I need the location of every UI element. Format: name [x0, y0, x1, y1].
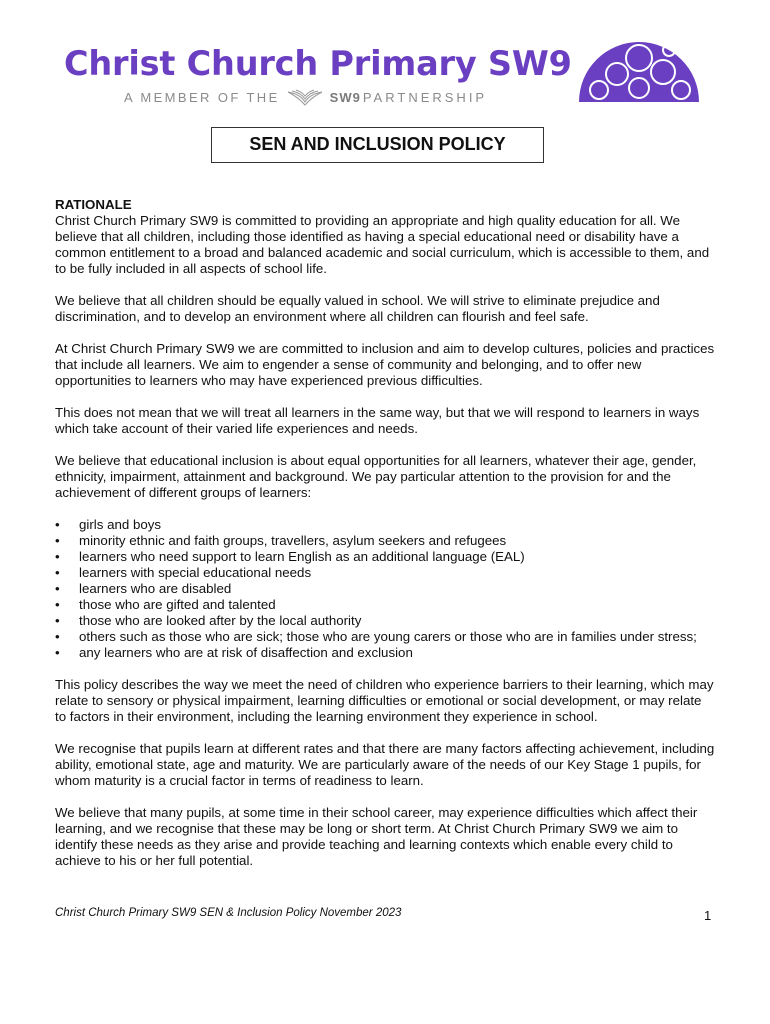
list-item: • those who are gifted and talented — [79, 597, 715, 613]
list-item: • learners with special educational needs — [79, 565, 715, 581]
paragraph: We believe that many pupils, at some time in their school career, may experience difficulties which affect their learning, and we recognise that these may be long or short term. At Christ Church Primary SW9 we aim to identify these needs as they arise and provide teaching and learning contexts which enable every child to achieve to his or her full potential. — [55, 805, 698, 868]
footer-text: Christ Church Primary SW9 SEN & Inclusion Policy November 2023 — [55, 907, 402, 919]
list-item: • girls and boys — [79, 517, 715, 533]
member-prefix: A MEMBER OF THE — [124, 89, 280, 105]
list-item: • others such as those who are sick; those who are young carers or those who are in families under stress; — [79, 629, 715, 645]
school-name: Christ Church Primary SW9 — [64, 44, 572, 83]
partnership-word: PARTNERSHIP — [362, 89, 488, 105]
learner-groups-list — [55, 517, 715, 661]
paragraph: This policy describes the way we meet the need of children who experience barriers to their learning, which may relate to sensory or physical impairment, learning difficulties or emotional or social development, or may relate to factors in their environment, including the learning environment they experience in school. — [55, 677, 714, 724]
paragraph: We recognise that pupils learn at different rates and that there are many factors affecting achievement, including ability, emotional state, age and maturity. We are particularly aware of the needs of our Key Stage 1 pupils, for whom maturity is a crucial factor in terms of readiness to learn. — [55, 741, 715, 788]
list-item: • minority ethnic and faith groups, travellers, asylum seekers and refugees — [79, 533, 715, 549]
school-logo-icon — [577, 38, 701, 104]
partnership-line — [124, 88, 487, 106]
document-title: SEN AND INCLUSION POLICY — [211, 127, 544, 163]
page-number: 1 — [704, 908, 712, 923]
paragraph: At Christ Church Primary SW9 we are committed to inclusion and aim to develop cultures, policies and practices that include all learners. We aim to engender a sense of community and belonging, and to offer new opportunities to learners who may have experienced previous difficulties. — [55, 341, 715, 388]
wing-icon — [286, 88, 324, 106]
paragraph: We believe that all children should be equally valued in school. We will strive to eliminate prejudice and discrimination, and to develop an environment where all children can flourish and feel safe. — [55, 293, 660, 324]
section-heading: RATIONALE — [55, 197, 132, 212]
paragraph: This does not mean that we will treat all learners in the same way, but that we will respond to learners in ways which take account of their varied life experiences and needs. — [55, 405, 700, 436]
list-item: • those who are looked after by the local authority — [79, 613, 715, 629]
partnership-sw9: SW9 — [329, 89, 361, 105]
paragraph: We believe that educational inclusion is about equal opportunities for all learners, whatever their age, gender, ethnicity, impairment, attainment and background. We pay particular attention to the provision for and the achievement of different groups of learners: — [55, 453, 697, 500]
list-item: • learners who are disabled — [79, 581, 715, 597]
paragraph: Christ Church Primary SW9 is committed to providing an appropriate and high quality education for all. We believe that all children, including those identified as having a special educational need or disability have a common entitlement to a broad and balanced academic and social curriculum, which is accessible to them, and to be fully included in all aspects of school life. — [55, 213, 710, 276]
document-body — [55, 197, 715, 885]
list-item: • any learners who are at risk of disaffection and exclusion — [79, 645, 715, 661]
list-item: • learners who need support to learn English as an additional language (EAL) — [79, 549, 715, 565]
